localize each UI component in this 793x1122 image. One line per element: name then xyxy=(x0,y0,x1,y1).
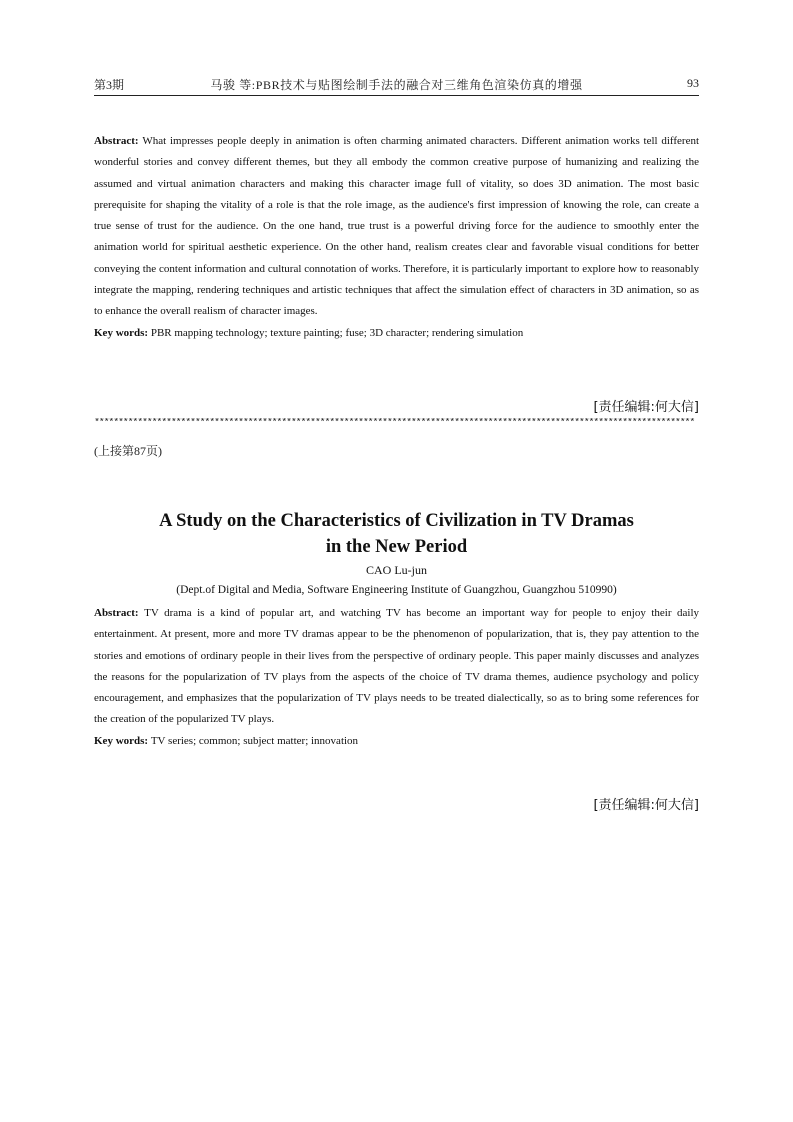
running-title: 马骏 等:PBR技术与贴图绘制手法的融合对三维角色渲染仿真的增强 xyxy=(210,78,583,92)
article2-author: CAO Lu-jun xyxy=(366,563,427,577)
running-header xyxy=(94,76,699,94)
header-rule xyxy=(94,95,699,96)
article2-editor-note: [责任编辑:何大信] xyxy=(593,798,699,813)
article1-abstract xyxy=(94,131,699,323)
article1-keywords-text: PBR mapping technology; texture painting; fuse; 3D character; rendering simulation xyxy=(150,326,524,339)
section-separator: ***************************************************************************************************************************** xyxy=(94,418,695,429)
article2-abstract-text: TV drama is a kind of popular art, and watching TV has become an important way for people to enjoy their daily entertainment. At present, more and more TV dramas appear to be the phenomenon of popularization, that is, they pay attention to the stories and emotions of ordinary people in their lives from the perspective of ordinary people. This paper mainly discusses and analyzes the reasons for the popularization of TV plays from the aspects of the choice of TV drama themes, audience psychology and policy encouragement, and emphasizes that the popularization of TV plays needs to be treated dialectically, so as to bring some references for the creation of the popularized TV plays. xyxy=(94,607,700,726)
article1-abstract-block xyxy=(94,131,699,344)
article2-abstract-label: Abstract: xyxy=(94,607,139,619)
article2-affiliation: (Dept.of Digital and Media, Software Engineering Institute of Guangzhou, Guangzhou 510990) xyxy=(176,584,617,596)
article1-keywords-label: Key words: xyxy=(94,326,149,339)
article2-title xyxy=(94,508,699,560)
article2-abstract-block xyxy=(94,603,699,752)
page-number: 93 xyxy=(687,76,699,90)
article2-keywords-label: Key words: xyxy=(94,734,149,747)
article2-title-line2: in the New Period xyxy=(325,537,468,557)
issue-number: 第3期 xyxy=(94,78,125,92)
article2-abstract xyxy=(94,603,699,731)
article2-keywords-text: TV series; common; subject matter; innovation xyxy=(150,734,359,747)
article1-editor-note: [责任编辑:何大信] xyxy=(593,400,699,415)
article1-keywords xyxy=(94,323,699,344)
article2-keywords xyxy=(94,731,699,752)
article1-abstract-text: What impresses people deeply in animation is often charming animated characters. Different animation works tell different wonderful stories and convey different themes, but they all embody the common creative purpose of humanizing and realizing the assumed and virtual animation characters and making this character image full of vitality, so does 3D animation. The most basic prerequisite for shaping the vitality of a role is that the role image, as the audience's first impression of knowing the role, can create a true sense of trust for the audience. On the one hand, true trust is a powerful driving force for the audience to smoothly enter the animation world for spiritual aesthetic experience. On the other hand, realism creates clear and favorable visual conditions for better conveying the content information and cultural connotation of works. Therefore, it is particularly important to explore how to reasonably integrate the mapping, rendering techniques and artistic techniques that affect the simulation effect of characters in 3D animation, so as to enhance the overall realism of character images. xyxy=(94,135,700,318)
article2-title-line1: A Study on the Characteristics of Civilization in TV Dramas xyxy=(159,511,634,531)
article1-abstract-label: Abstract: xyxy=(94,135,139,147)
continued-from-note: (上接第87页) xyxy=(94,444,162,458)
